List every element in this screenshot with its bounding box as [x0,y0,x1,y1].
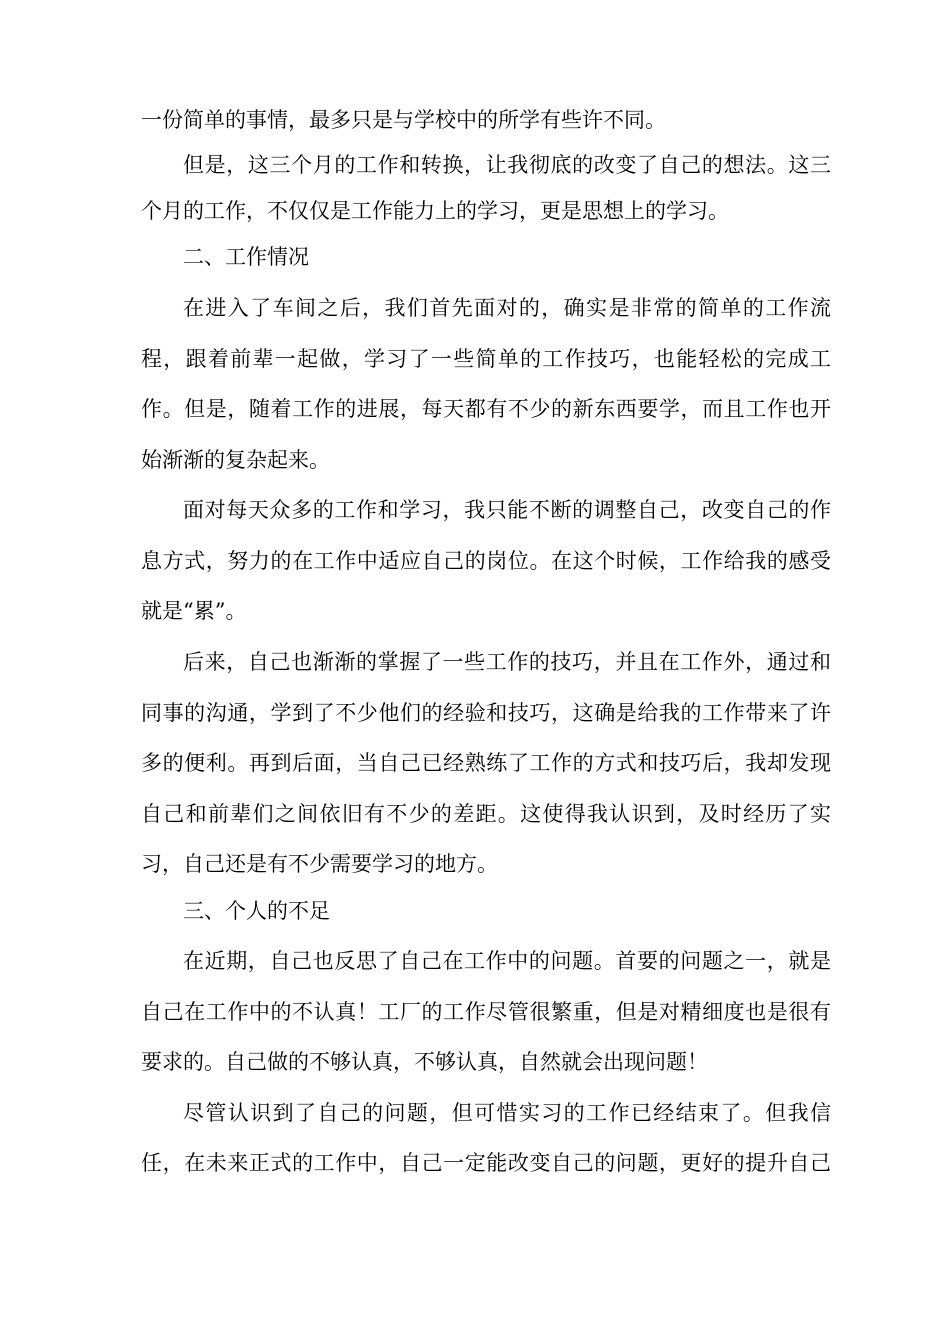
text-line: 一份简单的事情，最多只是与学校中的所学有些许不同。 [141,108,666,132]
text-line: 在进入了车间之后，我们首先面对的，确实是非常的简单的工作流 [183,296,831,320]
text-line: 尽管认识到了自己的问题，但可惜实习的工作已经结束了。但我信 [183,1101,831,1125]
text-line: 多的便利。再到后面，当自己已经熟练了工作的方式和技巧后，我却发现 [141,751,831,775]
text-line: 个月的工作，不仅仅是工作能力上的学习，更是思想上的学习。 [141,199,729,223]
text-line: 作。但是，随着工作的进展，每天都有不少的新东西要学，而且工作也开 [141,397,831,421]
text-line: 就是“累”。 [141,599,247,623]
text-line: 始渐渐的复杂起来。 [141,448,330,472]
text-line: 自己和前辈们之间依旧有不少的差距。这使得我认识到，及时经历了实 [141,802,831,826]
text-line: 自己在工作中的不认真！工厂的工作尽管很繁重，但是对精细度也是很有 [141,1000,831,1024]
text-line: 习，自己还是有不少需要学习的地方。 [141,852,498,876]
section-heading: 三、个人的不足 [183,899,330,923]
text-line: 同事的沟通，学到了不少他们的经验和技巧，这确是给我的工作带来了许 [141,701,831,725]
section-heading: 二、工作情况 [183,245,309,269]
text-line: 但是，这三个月的工作和转换，让我彻底的改变了自己的想法。这三 [183,153,831,177]
text-line: 后来，自己也渐渐的掌握了一些工作的技巧，并且在工作外，通过和 [183,650,831,674]
text-line: 程，跟着前辈一起做，学习了一些简单的工作技巧，也能轻松的完成工 [141,347,831,371]
text-line: 在近期，自己也反思了自己在工作中的问题。首要的问题之一，就是 [183,949,831,973]
text-line: 任，在未来正式的工作中，自己一定能改变自己的问题，更好的提升自己 [141,1151,831,1175]
text-line: 面对每天众多的工作和学习，我只能不断的调整自己，改变自己的作 [183,498,831,522]
text-line: 要求的。自己做的不够认真，不够认真，自然就会出现问题！ [141,1050,708,1074]
text-line: 息方式，努力的在工作中适应自己的岗位。在这个时候，工作给我的感受 [141,549,831,573]
